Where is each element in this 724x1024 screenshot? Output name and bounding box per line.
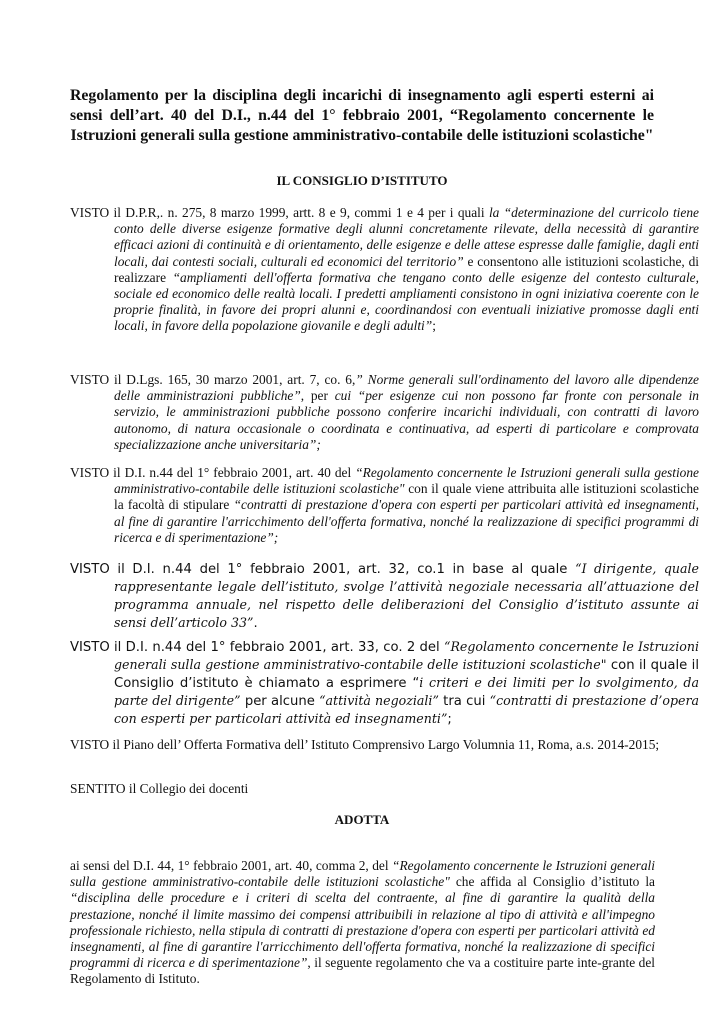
text-run: , per <box>300 388 335 404</box>
quoted-text: i criteri e dei limiti per lo svolgimento, da parte del dirigente” <box>114 675 699 708</box>
visto-paragraph-di-44-art-40 <box>70 465 699 546</box>
quoted-text: la “determinazione del curricolo tiene conto delle diverse esigenze formative degli alunni concretamente rilevate, della necessità di garantire efficaci azioni di continuità e di orientamento, delle esigenze e delle attese espresse dalle famiglie, dagli enti locali, dai contesti sociali, culturali ed economici del territorio” <box>114 205 699 269</box>
quoted-text: “Regolamento concernente le Istruzioni generali sulla gestione amministrativo-contabile delle istituzioni scolastiche" <box>114 639 699 672</box>
sentito-paragraph: SENTITO il Collegio dei docenti <box>70 781 249 796</box>
text-run: tra cui <box>438 694 490 709</box>
text-run: VISTO il D.I. n.44 del 1° febbraio 2001, art. 40 del <box>70 465 356 480</box>
quoted-text: “Regolamento concernente le Istruzioni generali sulla gestione amministrativo-contabile delle istituzioni scolastiche" <box>114 465 699 497</box>
text-run: con il quale il Consiglio d’istituto è chiamato a esprimere “ <box>114 658 699 691</box>
text-run: . <box>253 616 258 631</box>
text-run: VISTO il D.I. n.44 del 1° febbraio 2001, art. 32, co.1 in base al quale <box>70 562 576 577</box>
text-run: VISTO il D.Lgs. 165, 30 marzo 2001, art. 7, co. 6, <box>70 372 356 387</box>
text-run: , il seguente regolamento che va a costituire parte inte-grante del Regolamento di Istituto. <box>70 955 656 987</box>
text-run: VISTO il D.P.R,. n. 275, 8 marzo 1999, artt. 8 e 9, commi 1 e 4 per i quali <box>70 205 489 220</box>
council-heading: IL CONSIGLIO D’ISTITUTO <box>276 173 448 188</box>
quoted-text: “contratti di prestazione d'opera con esperti per particolari attività ed insegnamenti, al fine di garantire l'arricchimento dell'offerta formativa, nonché la realizzazione di specifici programmi di ricerca e di sperimentazione”; <box>114 497 699 545</box>
text-run: per alcune <box>240 694 320 709</box>
document-title: Regolamento per la disciplina degli incarichi di insegnamento agli esperti esterni ai sensi dell’art. 40 del D.I., n.44 del 1° febbraio 2001, “Regolamento concernente le Istruzioni generali sulla gestione amministrativo-contabile delle istituzioni scolastiche" <box>70 87 654 144</box>
quoted-text: “disciplina delle procedure e i criteri di scelta del contraente, al fine di garantire la qualità della prestazione, nonché il limite massimo dei compensi attribuibili in relazione al tipo di attività e all'impegno professionale richiesto, nella stipula di contratti di prestazione d'opera con esperti per particolari attività ed insegnamenti, al fine di garantire l'arricchimento dell'offerta formativa, nonché la realizzazione di specifici programmi di ricerca e di sperimentazione” <box>70 890 655 971</box>
quoted-text: “ampliamenti dell'offerta formativa che tengano conto delle esigenze del contesto culturale, sociale ed economico delle realtà locali. I predetti ampliamenti consistono in ogni iniziativa coerente con le proprie finalità, in favore dei propri alunni e, coordinandosi con eventuali iniziative promosse dagli enti locali, in favore della popolazione giovanile e degli adulti” <box>114 269 699 334</box>
quoted-text: “contratti di prestazione d’opera con esperti per particolari attività ed insegnamenti” <box>114 693 700 726</box>
text-run: che affida al Consiglio d’istituto la <box>449 874 655 890</box>
visto-paragraph-dpr-275 <box>70 205 699 335</box>
text-run: ; <box>447 712 452 727</box>
visto-paragraph-dlgs-165 <box>70 372 699 453</box>
visto-paragraph-di-44-art-32 <box>70 560 699 632</box>
text-run: con il quale viene attribuita alle istituzioni scolastiche la facoltà di stipulare <box>114 481 699 513</box>
quoted-text: ” Norme generali sull'ordinamento del lavoro alle dipendenze delle amministrazioni pubbliche” <box>114 372 699 404</box>
adoption-paragraph <box>70 858 655 988</box>
quoted-text: “attività negoziali” <box>319 693 439 708</box>
text-run: VISTO il D.I. n.44 del 1° febbraio 2001, art. 33, co. 2 del <box>70 640 444 655</box>
text-run: e consentono alle istituzioni scolastiche, di realizzare <box>114 253 699 285</box>
adotta-heading: ADOTTA <box>334 812 390 827</box>
quoted-text: “I dirigente, quale rappresentante legale dell’istituto, svolge l’attività negoziale necessaria all’attuazione del programma annuale, nel rispetto delle deliberazioni del Consiglio d’istituto assunte ai sensi dell’articolo 33” <box>114 561 699 630</box>
quoted-text: “Regolamento concernente le Istruzioni generali sulla gestione amministrativo-contabile delle istituzioni scolastiche" <box>70 858 655 890</box>
visto-paragraph-di-44-art-33 <box>70 638 699 728</box>
text-run: ai sensi del D.I. 44, 1° febbraio 2001, art. 40, comma 2, del <box>70 858 393 873</box>
quoted-text: cui “per esigenze cui non possono far fronte con personale in servizio, le amministrazioni pubbliche possono conferire incarichi individuali, con contratti di lavoro autonomo, di natura occasionale o coordinata e continuativa, ad esperti di particolare e comprovata specializzazione anche universitaria”; <box>114 388 699 452</box>
visto-paragraph-pof: VISTO il Piano dell’ Offerta Formativa dell’ Istituto Comprensivo Largo Volumnia 11, Roma, a.s. 2014-2015; <box>70 737 660 752</box>
text-run: ; <box>432 318 436 334</box>
